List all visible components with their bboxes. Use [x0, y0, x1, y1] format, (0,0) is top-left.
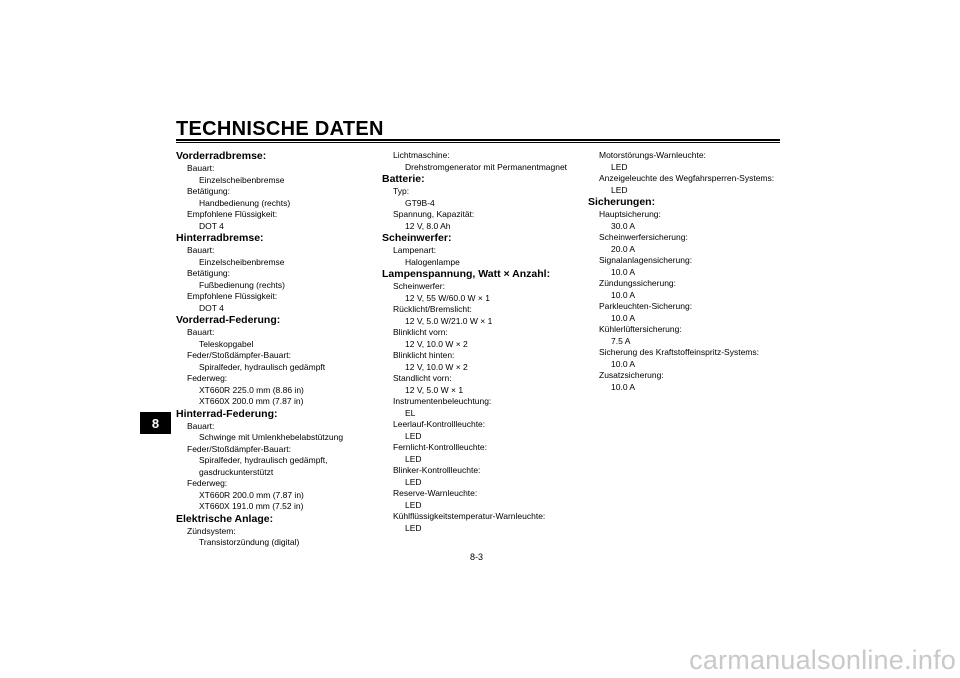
spec-value: 10.0 A [611, 358, 636, 369]
spec-label: Bauart: [187, 420, 215, 431]
spec-label: Scheinwerfer: [393, 281, 445, 291]
page-number: 8-3 [470, 552, 484, 562]
spec-label: Fernlicht-Kontrollleuchte: [393, 442, 488, 452]
spec-section [176, 513, 376, 549]
spec-section [382, 150, 587, 173]
spec-value: XT660X 191.0 mm (7.52 in) [199, 501, 304, 511]
spec-label: Bauart: [187, 327, 215, 337]
section-heading: Hinterrad-Federung: [176, 407, 278, 420]
spec-section [176, 232, 376, 314]
spec-label: Feder/Stoßdämpfer-Bauart: [187, 350, 291, 360]
spec-label: Leerlauf-Kontrollleuchte: [393, 419, 486, 429]
spec-value: Handbedienung (rechts) [199, 197, 291, 208]
spec-label: Empfohlene Flüssigkeit: [187, 209, 278, 219]
spec-label: Federweg: [187, 478, 228, 488]
spec-value: Einzelscheibenbremse [199, 256, 285, 267]
spec-value: 12 V, 5.0 W × 1 [405, 384, 464, 395]
spec-label: Kühlflüssigkeitstemperatur-Warnleuchte: [393, 511, 546, 521]
spec-label: Blinklicht vorn: [393, 327, 448, 337]
section-heading: Scheinwerfer: [382, 232, 452, 244]
chapter-tab: 8 [140, 412, 171, 434]
spec-value: Fußbedienung (rechts) [199, 279, 285, 290]
spec-value: Einzelscheibenbremse [199, 174, 285, 185]
spec-value: LED [405, 499, 422, 510]
spec-label: Typ: [393, 186, 410, 196]
section-heading: Batterie: [382, 173, 425, 185]
spec-value: 10.0 A [611, 289, 636, 300]
spec-value: 7.5 A [611, 335, 631, 346]
spec-label: Lichtmaschine: [393, 150, 450, 160]
spec-value: 12 V, 55 W/60.0 W × 1 [405, 292, 490, 303]
spec-value: 12 V, 10.0 W × 2 [405, 361, 468, 372]
spec-section [588, 196, 788, 393]
spec-value: Spiralfeder, hydraulisch gedämpft, [199, 455, 328, 465]
spec-value: 30.0 A [611, 220, 636, 231]
spec-value: EL [405, 407, 416, 418]
spec-section [588, 150, 788, 196]
spec-label: Parkleuchten-Sicherung: [599, 301, 693, 311]
spec-label: Betätigung: [187, 186, 231, 196]
spec-value: 10.0 A [611, 381, 636, 392]
spec-label: Blinklicht hinten: [393, 350, 455, 360]
spec-value: Halogenlampe [405, 256, 460, 267]
spec-value: LED [405, 476, 422, 487]
spec-label: Signalanlagensicherung: [599, 255, 693, 265]
spec-value: Transistorzündung (digital) [199, 537, 300, 547]
spec-column-3 [588, 150, 788, 393]
spec-value: 12 V, 5.0 W/21.0 W × 1 [405, 315, 493, 326]
title-rule [176, 139, 780, 143]
spec-label: Bauart: [187, 163, 215, 173]
spec-value: DOT 4 [199, 302, 224, 313]
spec-section [382, 173, 587, 232]
spec-label: Spannung, Kapazität: [393, 209, 475, 219]
section-heading: Vorderrad-Federung: [176, 314, 281, 326]
spec-label: Blinker-Kontrollleuchte: [393, 465, 481, 475]
spec-label: Feder/Stoßdämpfer-Bauart: [187, 443, 291, 454]
spec-label: Hauptsicherung: [599, 209, 661, 219]
spec-label: Kühlerlüftersicherung: [599, 324, 682, 334]
spec-value: LED [405, 430, 422, 441]
spec-value: Teleskopgabel [199, 338, 254, 349]
spec-section [382, 232, 587, 268]
spec-column-1 [176, 150, 376, 549]
spec-label: Reserve-Warnleuchte: [393, 488, 478, 498]
spec-value: XT660R 225.0 mm (8.86 in) [199, 384, 304, 395]
section-heading: Sicherungen: [588, 196, 656, 208]
spec-label: Standlicht vorn: [393, 373, 452, 383]
spec-label: Instrumentenbeleuchtung: [393, 396, 492, 406]
spec-label: Lampenart: [393, 245, 436, 255]
page-title: TECHNISCHE DATEN [176, 118, 384, 140]
spec-value: 10.0 A [611, 266, 636, 277]
spec-label: Scheinwerfersicherung: [599, 232, 688, 242]
spec-value: 12 V, 8.0 Ah [405, 220, 451, 231]
spec-value: Schwinge mit Umlenkhebelabstützung [199, 432, 344, 442]
spec-value: XT660R 200.0 mm (7.87 in) [199, 489, 304, 500]
spec-value: 20.0 A [611, 243, 636, 254]
spec-label: Rücklicht/Bremslicht: [393, 304, 472, 314]
section-heading: Elektrische Anlage: [176, 512, 274, 525]
spec-section [382, 268, 587, 534]
watermark-text: carmanualsonline.info [689, 645, 956, 675]
spec-value: Drehstromgenerator mit Permanentmagnet [405, 161, 568, 172]
section-heading: Lampenspannung, Watt × Anzahl: [382, 268, 551, 280]
spec-label: Zusatzsicherung: [599, 370, 664, 380]
spec-value: LED [405, 453, 422, 464]
spec-label: Betätigung: [187, 268, 231, 278]
spec-value: LED [611, 161, 628, 172]
spec-label: Empfohlene Flüssigkeit: [187, 291, 278, 301]
section-heading: Vorderradbremse: [176, 150, 267, 162]
spec-label: Motorstörungs-Warnleuchte: [599, 150, 706, 160]
spec-section [176, 150, 376, 232]
spec-value: LED [611, 184, 628, 195]
spec-value: Spiralfeder, hydraulisch gedämpft [199, 361, 326, 372]
spec-label: Zündungssicherung: [599, 278, 677, 288]
spec-label: Federweg: [187, 373, 228, 383]
spec-section [176, 314, 376, 408]
spec-value: LED [405, 522, 422, 533]
spec-value: DOT 4 [199, 220, 224, 231]
spec-section [176, 408, 376, 513]
spec-label: Sicherung des Kraftstoffeinspritz-Systems: [599, 347, 759, 357]
spec-value: 12 V, 10.0 W × 2 [405, 338, 468, 349]
spec-column-2 [382, 150, 587, 534]
spec-value: XT660X 200.0 mm (7.87 in) [199, 396, 304, 406]
spec-value: GT9B-4 [405, 197, 435, 208]
spec-value: gasdruckunterstützt [199, 466, 274, 477]
section-heading: Hinterradbremse: [176, 232, 264, 244]
spec-label: Anzeigeleuchte des Wegfahrsperren-Systems: [599, 173, 775, 183]
spec-label: Zündsystem: [187, 525, 236, 536]
spec-value: 10.0 A [611, 312, 636, 323]
spec-label: Bauart: [187, 245, 215, 255]
